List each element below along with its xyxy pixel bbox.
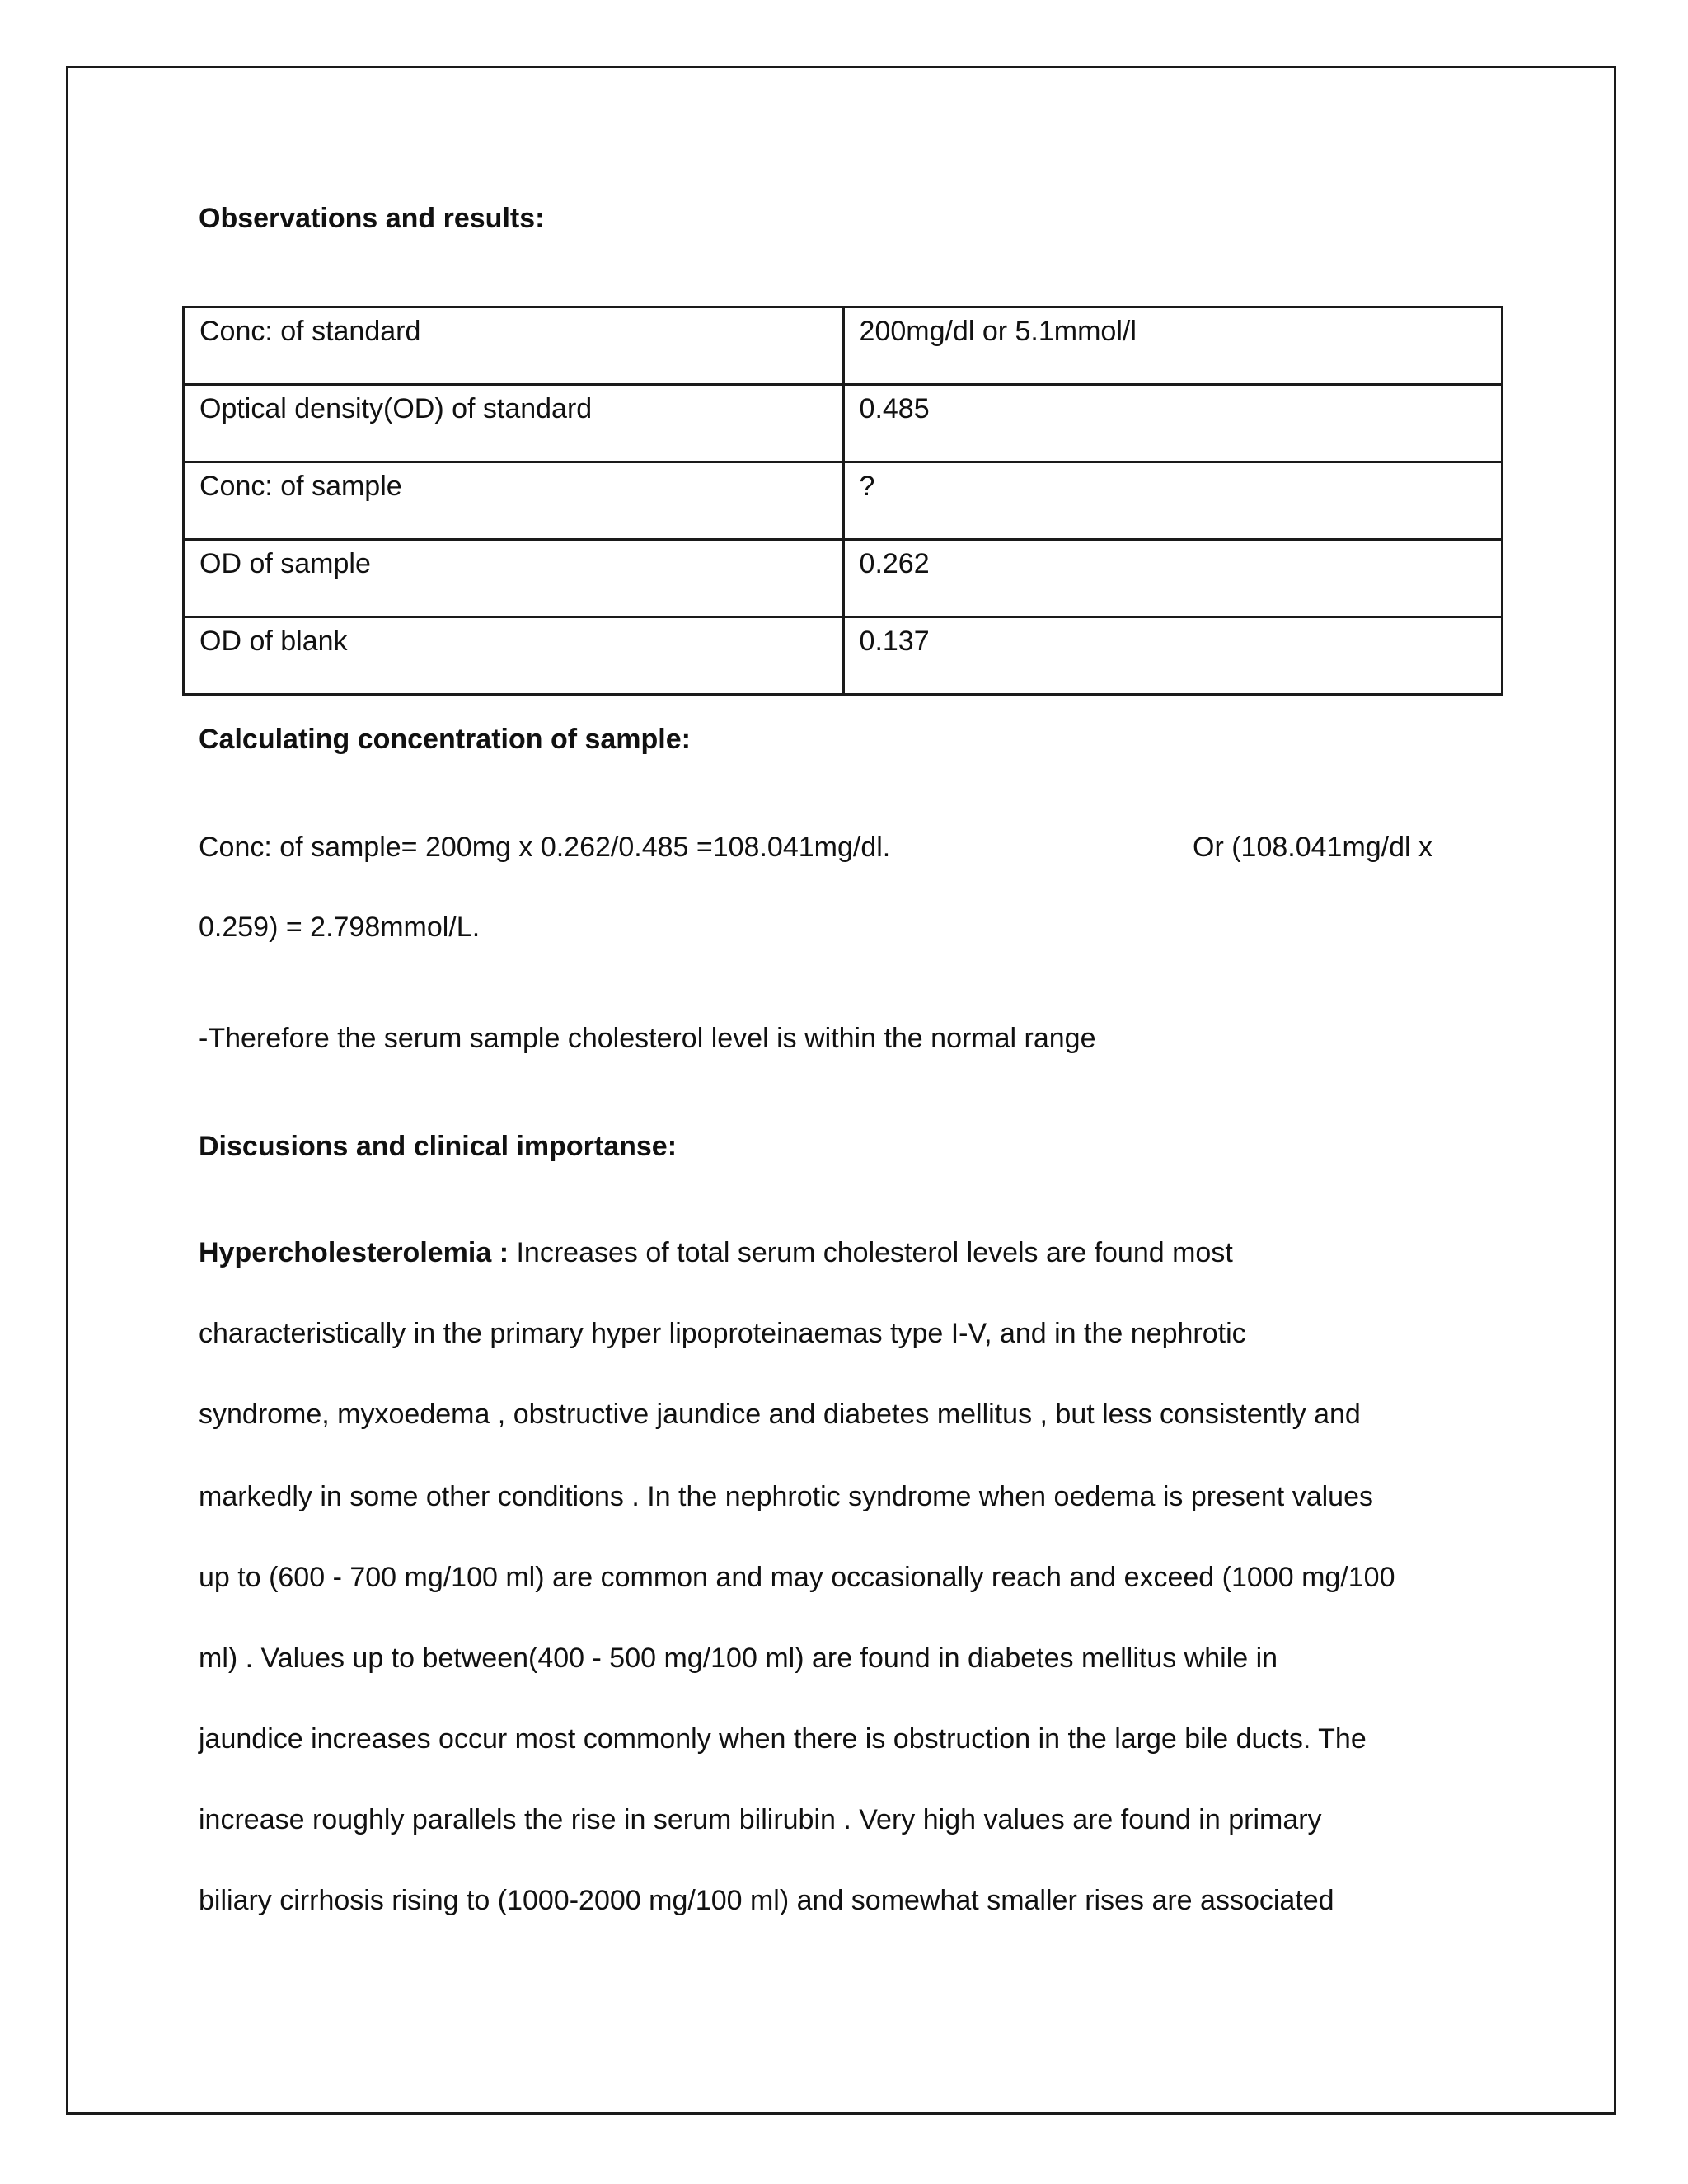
conclusion-text: -Therefore the serum sample cholesterol level is within the normal range	[199, 1023, 1096, 1054]
calculation-line-1: Conc: of sample= 200mg x 0.262/0.485 =108.041mg/dl.	[199, 832, 891, 863]
row-label: Optical density(OD) of standard	[184, 385, 844, 462]
discussion-first-line: Increases of total serum cholesterol levels are found most	[509, 1237, 1233, 1268]
discussion-line: characteristically in the primary hyper lipoproteinaemas type I-V, and in the nephrotic	[199, 1318, 1246, 1349]
calculation-line-2: 0.259) = 2.798mmol/L.	[199, 912, 481, 943]
discussion-line: jaundice increases occur most commonly when there is obstruction in the large bile ducts. The	[199, 1723, 1367, 1755]
discussion-line: biliary cirrhosis rising to (1000-2000 mg/100 ml) and somewhat smaller rises are associated	[199, 1885, 1334, 1916]
row-value: 0.485	[843, 385, 1502, 462]
table-row	[184, 540, 1503, 617]
observations-heading: Observations and results:	[199, 203, 545, 234]
row-label: OD of blank	[184, 617, 844, 695]
discussion-line: markedly in some other conditions . In the nephrotic syndrome when oedema is present values	[199, 1481, 1373, 1512]
discussion-heading: Discusions and clinical importanse:	[199, 1131, 678, 1162]
discussion-line: syndrome, myxoedema , obstructive jaundice and diabetes mellitus , but less consistently and	[199, 1399, 1361, 1430]
calculation-heading: Calculating concentration of sample:	[199, 724, 691, 755]
row-value: ?	[843, 462, 1502, 540]
row-value: 200mg/dl or 5.1mmol/l	[843, 307, 1502, 385]
table-row	[184, 307, 1503, 385]
results-table	[182, 306, 1503, 696]
discussion-line: ml) . Values up to between(400 - 500 mg/100 ml) are found in diabetes mellitus while in	[199, 1643, 1278, 1674]
row-value: 0.262	[843, 540, 1502, 617]
discussion-line	[199, 1236, 1233, 1269]
table-row	[184, 462, 1503, 540]
row-label: Conc: of standard	[184, 307, 844, 385]
discussion-line: increase roughly parallels the rise in serum bilirubin . Very high values are found in primary	[199, 1804, 1322, 1835]
calculation-line-1-alt: Or (108.041mg/dl x	[1193, 832, 1433, 863]
table-row	[184, 385, 1503, 462]
row-label: Conc: of sample	[184, 462, 844, 540]
table-row	[184, 617, 1503, 695]
row-value: 0.137	[843, 617, 1502, 695]
row-label: OD of sample	[184, 540, 844, 617]
discussion-line: up to (600 - 700 mg/100 ml) are common and may occasionally reach and exceed (1000 mg/100	[199, 1562, 1395, 1593]
discussion-term: Hypercholesterolemia :	[199, 1237, 509, 1268]
